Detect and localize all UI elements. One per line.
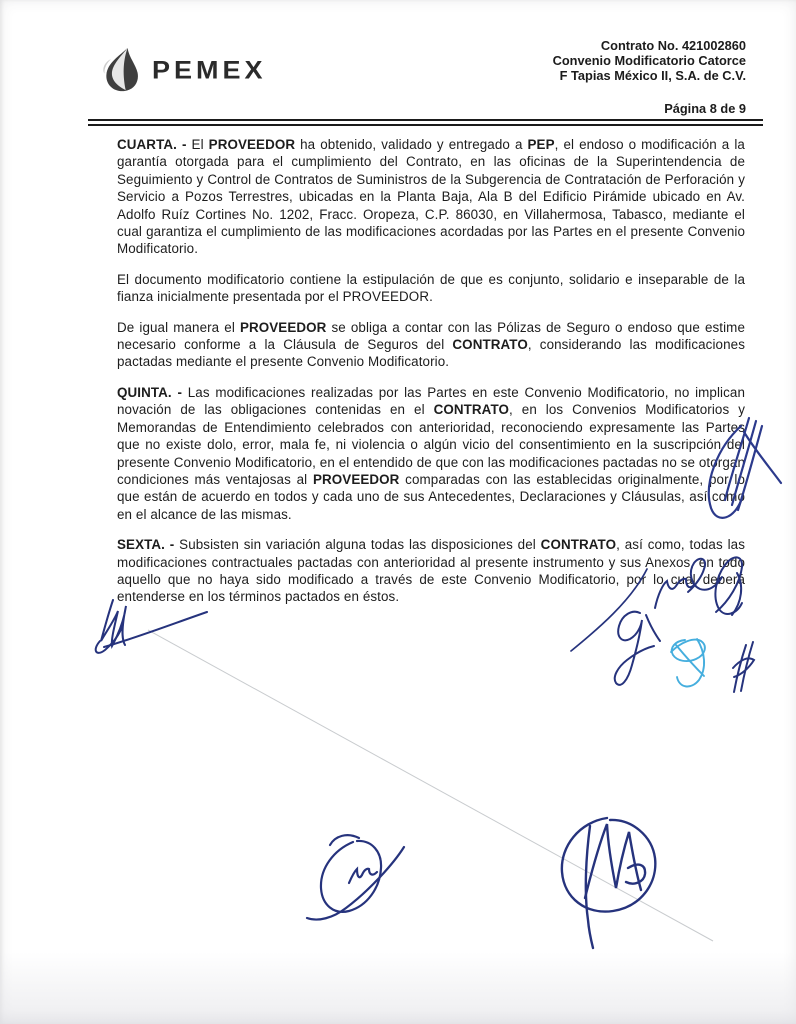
para-polizas-seguro: De igual manera el PROVEEDOR se obliga a contar con las Pólizas de Seguro o endoso que estime necesario conforme a la Cláusula de Seguros del CONTRATO, considerando las modificaciones pactadas mediante el presente Convenio Modificatorio. bbox=[117, 319, 745, 370]
scan-shadow-bottom bbox=[0, 952, 796, 1024]
clause-cuarta: CUARTA. - El PROVEEDOR ha obtenido, validado y entregado a PEP, el endoso o modificación a la garantía otorgada para el cumplimiento del Contrato, en las oficinas de la Superintendencia de Seguimiento y Control de Contratos de Suministros de la Subgerencia de Contratación de Perforación y Servicio a Pozos Terrestres, ubicadas en la Planta Baja, Ala B del Edificio Pirámide ubicado en Av. Adolfo Ruíz Cortines No. 1202, Fracc. Oropeza, C.P. 86030, en Villahermosa, Tabasco, mediante el cual garantiza el cumplimiento de las modificaciones acordadas por las Partes en el presente Convenio Modificatorio. bbox=[117, 137, 745, 257]
convenio-title: Convenio Modificatorio Catorce bbox=[552, 53, 746, 68]
signature-fe-mark bbox=[733, 642, 754, 692]
signature-bottom-center bbox=[307, 835, 404, 919]
clause-sexta: SEXTA. - Subsisten sin variación alguna todas las disposiciones del CONTRATO, así como, todas las modificaciones contractuales pactadas con anterioridad al presente instrumento y sus Anexos, en todo aquello que no haya sido modificado a través de este Convenio Modificatorio, por lo cual deberá entenderse en los términos pactados en éstos. bbox=[117, 537, 746, 605]
page-number-label: Página 8 de 9 bbox=[664, 101, 746, 116]
signature-lightblue-scribble bbox=[671, 639, 705, 686]
para-documento-modificatorio: El documento modificatorio contiene la estipulación de que es conjunto, solidario e inseparable de la fianza inicialmente presentada por el PROVEEDOR. bbox=[117, 271, 745, 305]
signature-cursive-scribble bbox=[615, 612, 660, 685]
pemex-drop-icon bbox=[100, 46, 144, 94]
header-double-rule bbox=[88, 119, 763, 126]
pemex-logo-text: PEMEX bbox=[152, 55, 267, 84]
pemex-logo bbox=[100, 46, 267, 94]
company-name: F Tapias México II, S.A. de C.V. bbox=[559, 68, 746, 83]
document-body bbox=[117, 136, 745, 619]
clause-quinta: QUINTA. - Las modificaciones realizadas por las Partes en este Convenio Modificatorio, no implican novación de las obligaciones contenidas en el CONTRATO, en los Convenios Modificatorios y Memorandas de Entendimiento celebrados con anterioridad, reconociendo expresamente las Partes que no existe dolo, error, mala fe, ni violencia o algún vicio del consentimiento en la suscripción del presente Convenio Modificatorio, en el entendido de que con las modificaciones pactadas no se otorgan condiciones más ventajosas al PROVEEDOR comparadas con las establecidas originalmente, por lo que están de acuerdo en todos y cada uno de sus Antecedentes, Declaraciones y Cláusulas, así como en el alcance de las mismas. bbox=[117, 384, 746, 522]
signature-bottom-right bbox=[562, 818, 655, 948]
paper-crease-line bbox=[148, 630, 713, 941]
header-contract-block bbox=[553, 38, 746, 83]
contract-number: Contrato No. 421002860 bbox=[600, 38, 746, 53]
